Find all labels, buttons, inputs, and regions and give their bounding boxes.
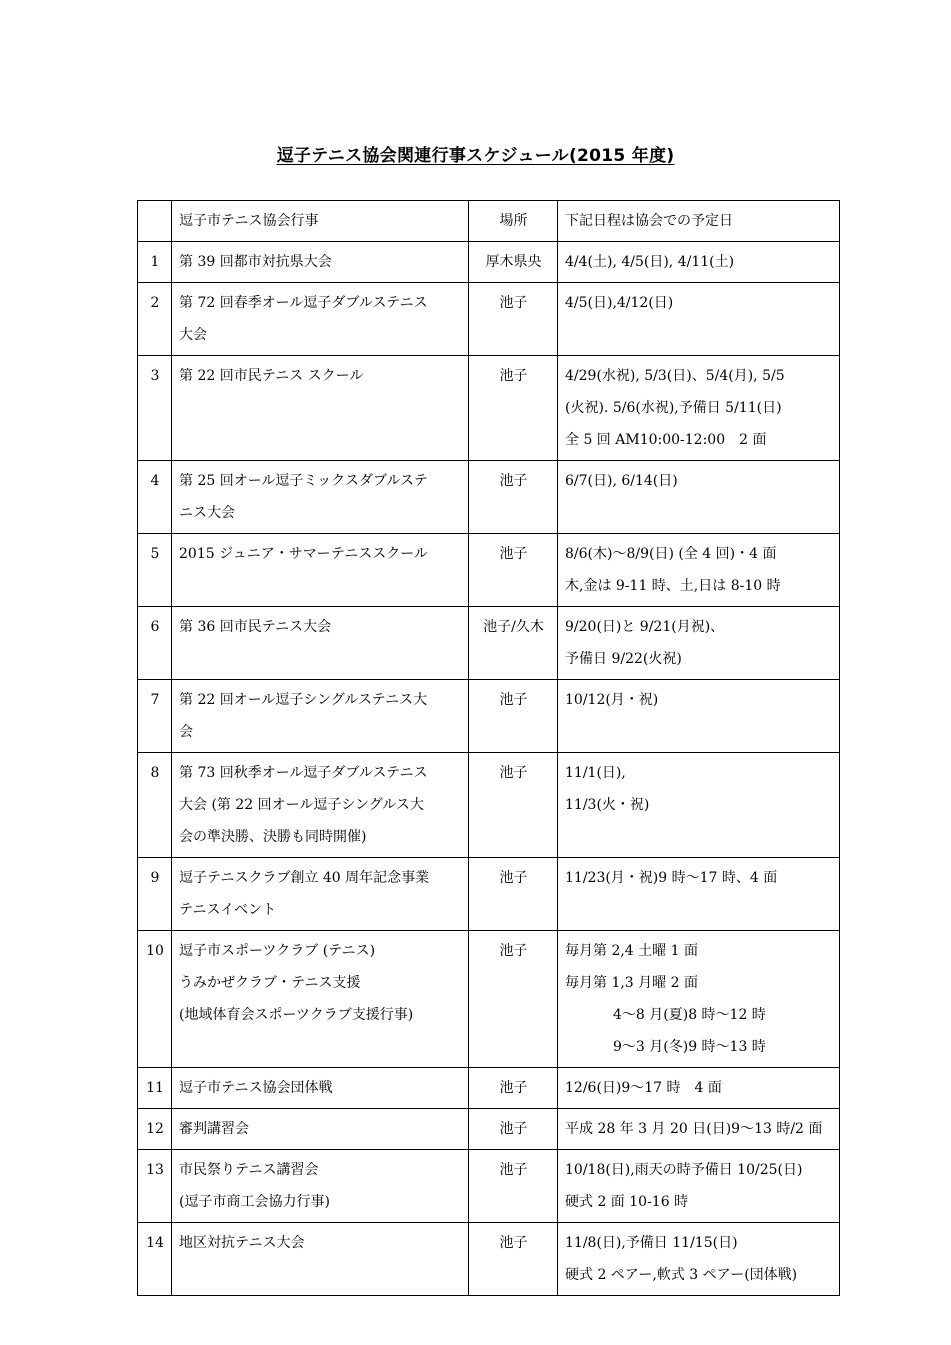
schedule-line: 平成 28 年 3 月 20 日(日)9～13 時/2 面 xyxy=(565,1121,823,1137)
event-cell xyxy=(172,1068,469,1109)
event-line: 第 25 回オール逗子ミックスダブルステ xyxy=(179,473,428,489)
schedule-cell xyxy=(558,753,840,858)
event-line: 2015 ジュニア・サマーテニススクール xyxy=(179,546,428,562)
table-row xyxy=(138,1068,840,1109)
event-line: 第 73 回秋季オール逗子ダブルステニス xyxy=(179,765,428,781)
document-title xyxy=(0,141,951,166)
event-cell xyxy=(172,534,469,607)
table-row xyxy=(138,607,840,680)
event-line: (逗子市商工会協力行事) xyxy=(179,1194,330,1210)
place-cell: 池子 xyxy=(469,283,558,356)
header-place: 場所 xyxy=(469,201,558,242)
schedule-line: 6/7(日), 6/14(日) xyxy=(565,473,678,489)
table-row xyxy=(138,858,840,931)
place-cell: 池子 xyxy=(469,1223,558,1296)
schedule-line: 11/23(月・祝)9 時～17 時、4 面 xyxy=(565,870,778,886)
table-row xyxy=(138,356,840,461)
place-cell: 池子 xyxy=(469,680,558,753)
header-schedule: 下記日程は協会での予定日 xyxy=(558,201,840,242)
event-line: (地域体育会スポーツクラブ支援行事) xyxy=(179,1007,414,1023)
schedule-cell xyxy=(558,680,840,753)
schedule-line: 10/12(月・祝) xyxy=(565,692,659,708)
schedule-line: 4/29(水祝), 5/3(日)、5/4(月), 5/5 xyxy=(565,368,785,384)
event-cell xyxy=(172,858,469,931)
schedule-line: 11/1(日), xyxy=(565,765,626,781)
event-cell xyxy=(172,356,469,461)
schedule-cell xyxy=(558,461,840,534)
table-row xyxy=(138,534,840,607)
schedule-line: 硬式 2 面 10-16 時 xyxy=(565,1194,689,1210)
schedule-cell xyxy=(558,534,840,607)
place-cell: 池子 xyxy=(469,534,558,607)
schedule-line: 12/6(日)9～17 時 4 面 xyxy=(565,1080,722,1096)
event-cell xyxy=(172,753,469,858)
place-cell: 池子 xyxy=(469,461,558,534)
schedule-line: 11/8(日),予備日 11/15(日) xyxy=(565,1235,738,1251)
event-line: 逗子市テニス協会団体戦 xyxy=(179,1080,333,1096)
schedule-cell xyxy=(558,1109,840,1150)
schedule-cell xyxy=(558,1223,840,1296)
event-cell xyxy=(172,242,469,283)
event-line: 第 22 回オール逗子シングルステニス大 xyxy=(179,692,428,708)
schedule-cell xyxy=(558,607,840,680)
event-cell xyxy=(172,461,469,534)
row-number: 10 xyxy=(138,931,172,1068)
event-line: ニス大会 xyxy=(179,505,235,521)
schedule-line: 10/18(日),雨天の時予備日 10/25(日) xyxy=(565,1162,803,1178)
table-row xyxy=(138,283,840,356)
event-cell xyxy=(172,607,469,680)
event-line: 会の準決勝、決勝も同時開催) xyxy=(179,829,367,845)
schedule-line: 硬式 2 ペアー,軟式 3 ペアー(団体戦) xyxy=(565,1267,798,1283)
table-row xyxy=(138,242,840,283)
row-number: 7 xyxy=(138,680,172,753)
table-row xyxy=(138,1109,840,1150)
header-no xyxy=(138,201,172,242)
event-line: 第 22 回市民テニス スクール xyxy=(179,368,364,384)
place-cell: 池子 xyxy=(469,1068,558,1109)
table-header-row xyxy=(138,201,840,242)
event-cell xyxy=(172,283,469,356)
table-row xyxy=(138,461,840,534)
schedule-line: 全 5 回 AM10:00-12:00 2 面 xyxy=(565,432,767,448)
table-row xyxy=(138,753,840,858)
row-number: 3 xyxy=(138,356,172,461)
place-cell: 厚木県央 xyxy=(469,242,558,283)
row-number: 11 xyxy=(138,1068,172,1109)
event-cell xyxy=(172,931,469,1068)
table-row xyxy=(138,1150,840,1223)
schedule-line: 木,金は 9-11 時、土,日は 8-10 時 xyxy=(565,578,781,594)
place-cell: 池子 xyxy=(469,356,558,461)
schedule-cell xyxy=(558,931,840,1068)
place-cell: 池子 xyxy=(469,753,558,858)
event-line: テニスイベント xyxy=(179,902,277,918)
schedule-line: 予備日 9/22(火祝) xyxy=(565,651,682,667)
event-line: 第 39 回都市対抗県大会 xyxy=(179,254,332,270)
event-line: 市民祭りテニス講習会 xyxy=(179,1162,319,1178)
event-line: 審判講習会 xyxy=(179,1121,249,1137)
row-number: 12 xyxy=(138,1109,172,1150)
event-line: 逗子テニスクラブ創立 40 周年記念事業 xyxy=(179,870,430,886)
event-cell xyxy=(172,1150,469,1223)
event-line: 大会 xyxy=(179,327,207,343)
place-cell: 池子 xyxy=(469,1150,558,1223)
event-cell xyxy=(172,1223,469,1296)
event-line: 逗子市スポーツクラブ (テニス) xyxy=(179,943,376,959)
schedule-line: 4/5(日),4/12(日) xyxy=(565,295,674,311)
event-line: 大会 (第 22 回オール逗子シングルス大 xyxy=(179,797,424,813)
schedule-line: 毎月第 2,4 土曜 1 面 xyxy=(565,943,698,959)
row-number: 1 xyxy=(138,242,172,283)
schedule-line: 9～3 月(冬)9 時～13 時 xyxy=(613,1039,766,1055)
place-cell: 池子 xyxy=(469,858,558,931)
schedule-line: 11/3(火・祝) xyxy=(565,797,650,813)
row-number: 4 xyxy=(138,461,172,534)
schedule-line: 8/6(木)～8/9(日) (全 4 回)・4 面 xyxy=(565,546,777,562)
schedule-cell xyxy=(558,1068,840,1109)
event-line: 地区対抗テニス大会 xyxy=(179,1235,305,1251)
event-cell xyxy=(172,1109,469,1150)
document-title-text: 逗子テニス協会関連行事スケジュール(2015 年度) xyxy=(276,146,675,166)
row-number: 2 xyxy=(138,283,172,356)
schedule-cell xyxy=(558,283,840,356)
place-cell: 池子 xyxy=(469,1109,558,1150)
schedule-line: 毎月第 1,3 月曜 2 面 xyxy=(565,975,698,991)
schedule-table-body xyxy=(138,201,840,1296)
event-line: 会 xyxy=(179,724,193,740)
event-cell xyxy=(172,680,469,753)
event-line: 第 72 回春季オール逗子ダブルステニス xyxy=(179,295,428,311)
row-number: 5 xyxy=(138,534,172,607)
event-line: 第 36 回市民テニス大会 xyxy=(179,619,332,635)
schedule-cell xyxy=(558,242,840,283)
table-row xyxy=(138,1223,840,1296)
row-number: 14 xyxy=(138,1223,172,1296)
schedule-table xyxy=(137,200,840,1296)
schedule-cell xyxy=(558,356,840,461)
schedule-line: 4～8 月(夏)8 時～12 時 xyxy=(613,1007,766,1023)
row-number: 9 xyxy=(138,858,172,931)
schedule-line: (火祝). 5/6(水祝),予備日 5/11(日) xyxy=(565,400,782,416)
schedule-cell xyxy=(558,1150,840,1223)
table-row xyxy=(138,680,840,753)
table-row xyxy=(138,931,840,1068)
event-line: うみかぜクラブ・テニス支援 xyxy=(179,975,361,991)
place-cell: 池子 xyxy=(469,931,558,1068)
schedule-cell xyxy=(558,858,840,931)
header-event: 逗子市テニス協会行事 xyxy=(172,201,469,242)
row-number: 8 xyxy=(138,753,172,858)
row-number: 6 xyxy=(138,607,172,680)
schedule-line: 4/4(土), 4/5(日), 4/11(土) xyxy=(565,254,735,270)
schedule-line: 9/20(日)と 9/21(月祝)、 xyxy=(565,619,725,635)
row-number: 13 xyxy=(138,1150,172,1223)
place-cell: 池子/久木 xyxy=(469,607,558,680)
